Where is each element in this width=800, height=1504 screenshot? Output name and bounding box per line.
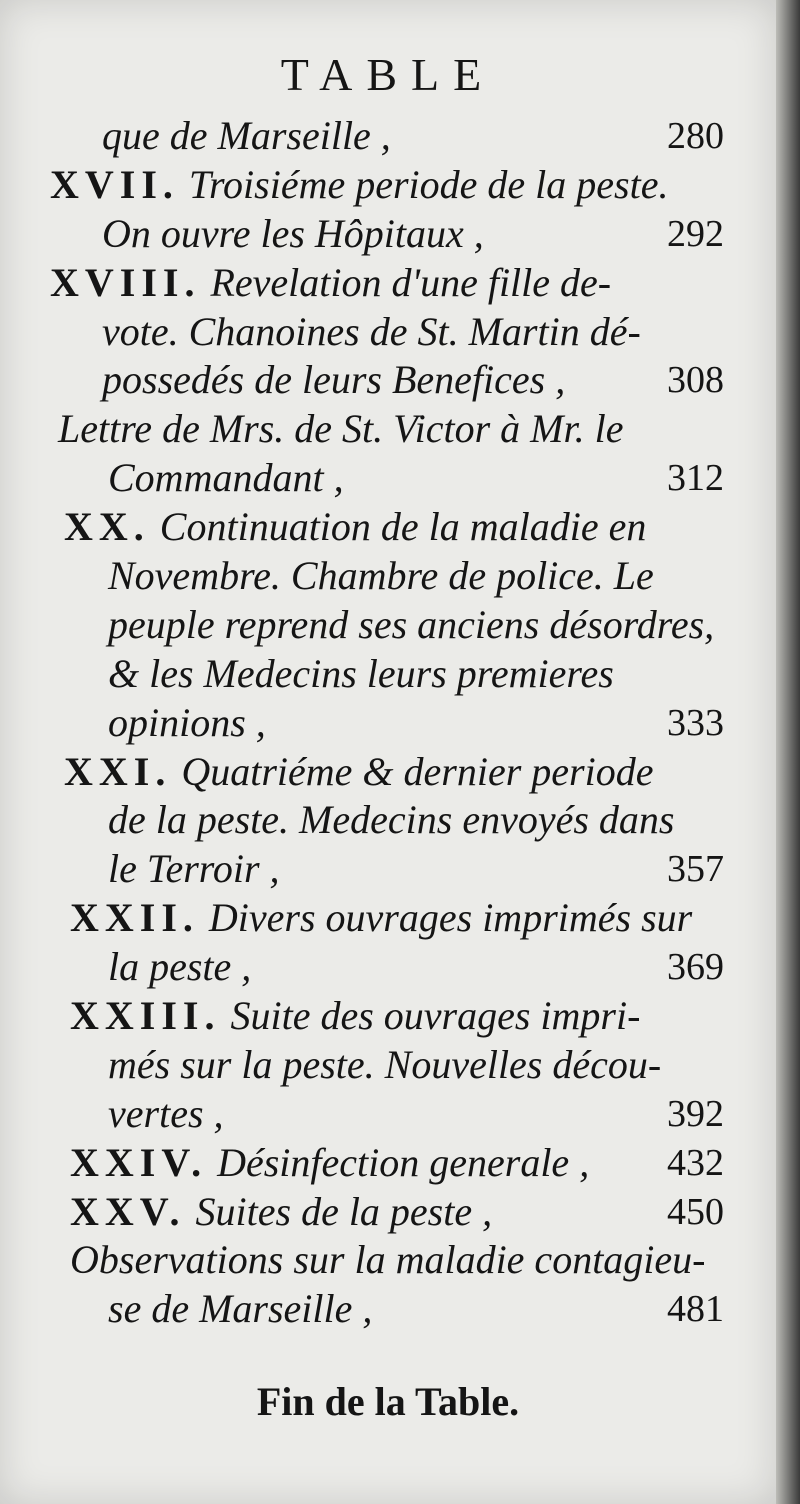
toc-line	[0, 1236, 776, 1285]
toc-line	[0, 992, 776, 1041]
toc-line	[0, 845, 776, 894]
page-number: 308	[667, 359, 724, 402]
chapter-number: XXII.	[70, 895, 199, 941]
chapter-title: Commandant ,	[108, 455, 344, 501]
chapter-title: Continuation de la maladie en	[159, 504, 647, 550]
chapter-title: que de Marseille ,	[102, 113, 391, 158]
page-title: TABLE	[280, 49, 496, 100]
chapter-title: Troisiéme periode de la peste.	[188, 161, 669, 207]
chapter-title: se de Marseille ,	[108, 1286, 373, 1332]
page-number: 292	[667, 212, 724, 255]
chapter-title: de la peste. Medecins envoyés dans	[108, 797, 675, 843]
toc-line	[0, 748, 776, 797]
toc-line	[0, 356, 776, 405]
chapter-title: On ouvre les Hôpitaux ,	[102, 210, 484, 256]
toc-line	[0, 161, 776, 210]
toc-line	[0, 699, 776, 748]
toc-line	[0, 796, 776, 845]
toc-line	[0, 1188, 776, 1237]
chapter-title: Quatriéme & dernier periode	[181, 748, 654, 794]
toc-line	[0, 650, 776, 699]
chapter-title: le Terroir ,	[108, 846, 280, 892]
chapter-title: opinions ,	[108, 699, 266, 745]
table-of-contents	[0, 112, 776, 1334]
chapter-title: la peste ,	[108, 944, 252, 990]
page-number: 333	[667, 701, 724, 744]
page-number: 369	[667, 946, 724, 989]
chapter-title: vertes ,	[108, 1090, 224, 1136]
chapter-title: possedés de leurs Benefices ,	[102, 357, 566, 403]
chapter-title: vote. Chanoines de St. Martin dé-	[102, 308, 641, 354]
page-number: 450	[667, 1190, 724, 1233]
chapter-title: peuple reprend ses anciens désordres,	[108, 601, 715, 647]
toc-line	[0, 1090, 776, 1139]
chapter-title: Suite des ouvrages impri-	[230, 993, 641, 1039]
toc-line	[0, 308, 776, 357]
chapter-title: Désinfection generale ,	[217, 1139, 590, 1185]
toc-line	[0, 1285, 776, 1334]
toc-line	[0, 1139, 776, 1188]
chapter-title: Suites de la peste ,	[195, 1188, 493, 1234]
chapter-number: XVIII.	[50, 259, 201, 305]
page-number: 432	[667, 1141, 724, 1184]
chapter-number: XVII.	[50, 161, 179, 207]
page-edge-shadow	[776, 0, 800, 1504]
toc-line	[0, 601, 776, 650]
chapter-title: Observations sur la maladie contagieu-	[70, 1237, 706, 1283]
toc-line	[0, 894, 776, 943]
chapter-number: XXIII.	[70, 993, 221, 1039]
chapter-number: XXIV.	[70, 1139, 208, 1185]
chapter-title: Divers ouvrages imprimés sur	[208, 895, 693, 941]
toc-line	[0, 454, 776, 503]
toc-line	[0, 552, 776, 601]
page-number: 392	[667, 1092, 724, 1135]
chapter-title: Revelation d'une fille de-	[210, 259, 612, 305]
chapter-title: & les Medecins leurs premieres	[108, 650, 614, 696]
toc-line	[0, 210, 776, 259]
toc-line	[0, 259, 776, 308]
toc-line	[0, 112, 776, 161]
chapter-title: Novembre. Chambre de police. Le	[108, 553, 654, 599]
chapter-number: XXV.	[70, 1188, 186, 1234]
chapter-number: XXI.	[64, 748, 172, 794]
page-number: 280	[667, 115, 724, 157]
page-number: 357	[667, 848, 724, 891]
chapter-number: XX.	[64, 504, 150, 550]
toc-line	[0, 405, 776, 454]
page-number: 312	[667, 457, 724, 500]
toc-line	[0, 503, 776, 552]
chapter-title: més sur la peste. Nouvelles décou-	[108, 1041, 662, 1087]
chapter-title: Lettre de Mrs. de St. Victor à Mr. le	[58, 406, 624, 452]
page-number: 481	[667, 1288, 724, 1331]
end-of-table-note: Fin de la Table.	[256, 1379, 520, 1424]
toc-line	[0, 943, 776, 992]
toc-line	[0, 1041, 776, 1090]
